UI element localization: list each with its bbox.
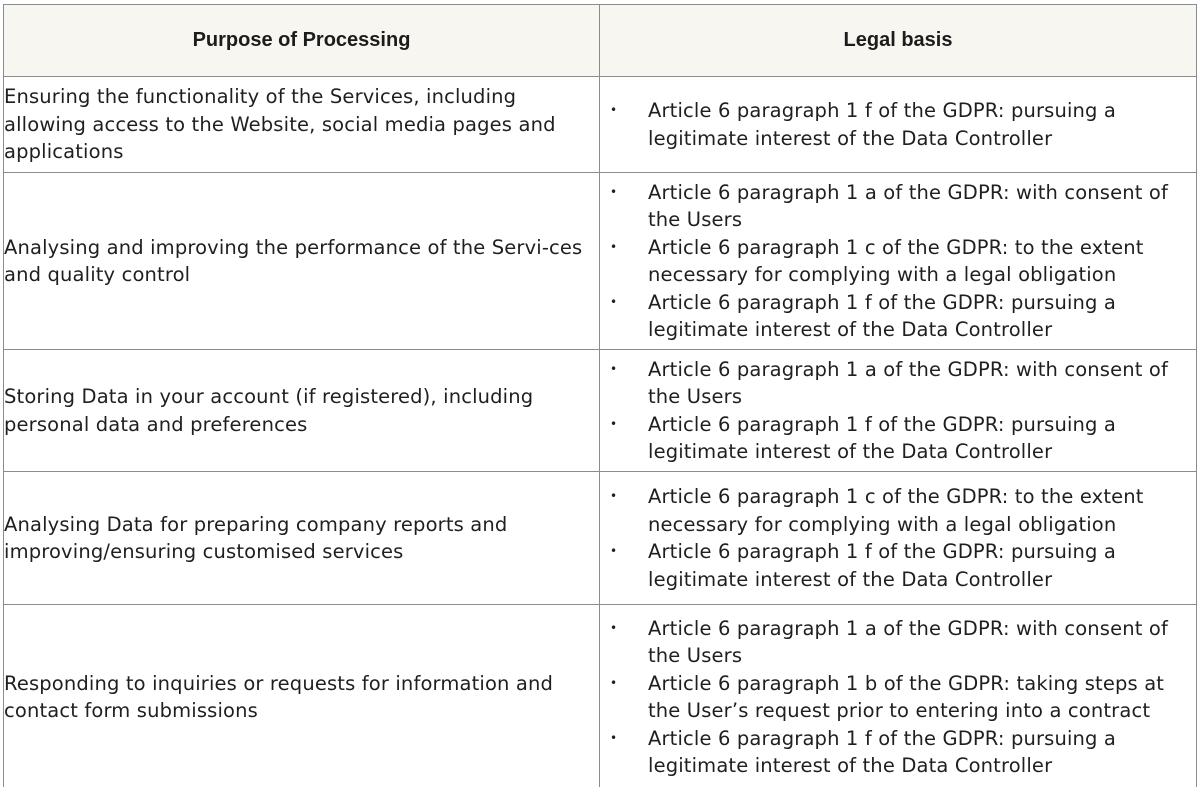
legal-basis-item: • Article 6 paragraph 1 f of the GDPR: pursuing a legitimate interest of the Data Controller [600,289,1196,344]
table-row [4,350,1197,472]
legal-basis-item: • Article 6 paragraph 1 a of the GDPR: with consent of the Users [600,179,1196,234]
legal-basis-item: • Article 6 paragraph 1 a of the GDPR: with consent of the Users [600,615,1196,670]
legal-basis-cell [600,77,1197,173]
legal-basis-cell [600,472,1197,605]
purpose-cell: Analysing Data for preparing company reports and improving/ensuring customised services [4,472,600,605]
legal-basis-list [600,483,1196,593]
purpose-cell: Storing Data in your account (if registered), including personal data and preferences [4,350,600,472]
legal-basis-cell [600,605,1197,787]
legal-basis-list [600,615,1196,780]
legal-basis-list [600,97,1196,152]
legal-basis-item: • Article 6 paragraph 1 f of the GDPR: pursuing a legitimate interest of the Data Controller [600,411,1196,466]
legal-basis-table [3,4,1197,787]
legal-basis-item: • Article 6 paragraph 1 f of the GDPR: pursuing a legitimate interest of the Data Controller [600,725,1196,780]
header-purpose: Purpose of Processing [4,5,600,77]
table-row [4,173,1197,350]
table-row [4,77,1197,173]
legal-basis-item: • Article 6 paragraph 1 c of the GDPR: to the extent necessary for complying with a legal obligation [600,234,1196,289]
purpose-cell: Ensuring the functionality of the Services, including allowing access to the Website, social media pages and applications [4,77,600,173]
legal-basis-cell [600,173,1197,350]
legal-basis-item: • Article 6 paragraph 1 f of the GDPR: pursuing a legitimate interest of the Data Controller [600,97,1196,152]
legal-basis-item: • Article 6 paragraph 1 c of the GDPR: to the extent necessary for complying with a legal obligation [600,483,1196,538]
purpose-cell: Analysing and improving the performance of the Servi-ces and quality control [4,173,600,350]
purpose-cell: Responding to inquiries or requests for information and contact form submissions [4,605,600,787]
table-row [4,472,1197,605]
legal-basis-item: • Article 6 paragraph 1 a of the GDPR: with consent of the Users [600,356,1196,411]
table-header-row [4,5,1197,77]
legal-basis-item: • Article 6 paragraph 1 f of the GDPR: pursuing a legitimate interest of the Data Controller [600,538,1196,593]
table-row [4,605,1197,787]
legal-basis-cell [600,350,1197,472]
legal-basis-list [600,179,1196,344]
header-legal-basis: Legal basis [600,5,1197,77]
legal-basis-list [600,356,1196,466]
legal-basis-item: • Article 6 paragraph 1 b of the GDPR: taking steps at the User’s request prior to entering into a contract [600,670,1196,725]
